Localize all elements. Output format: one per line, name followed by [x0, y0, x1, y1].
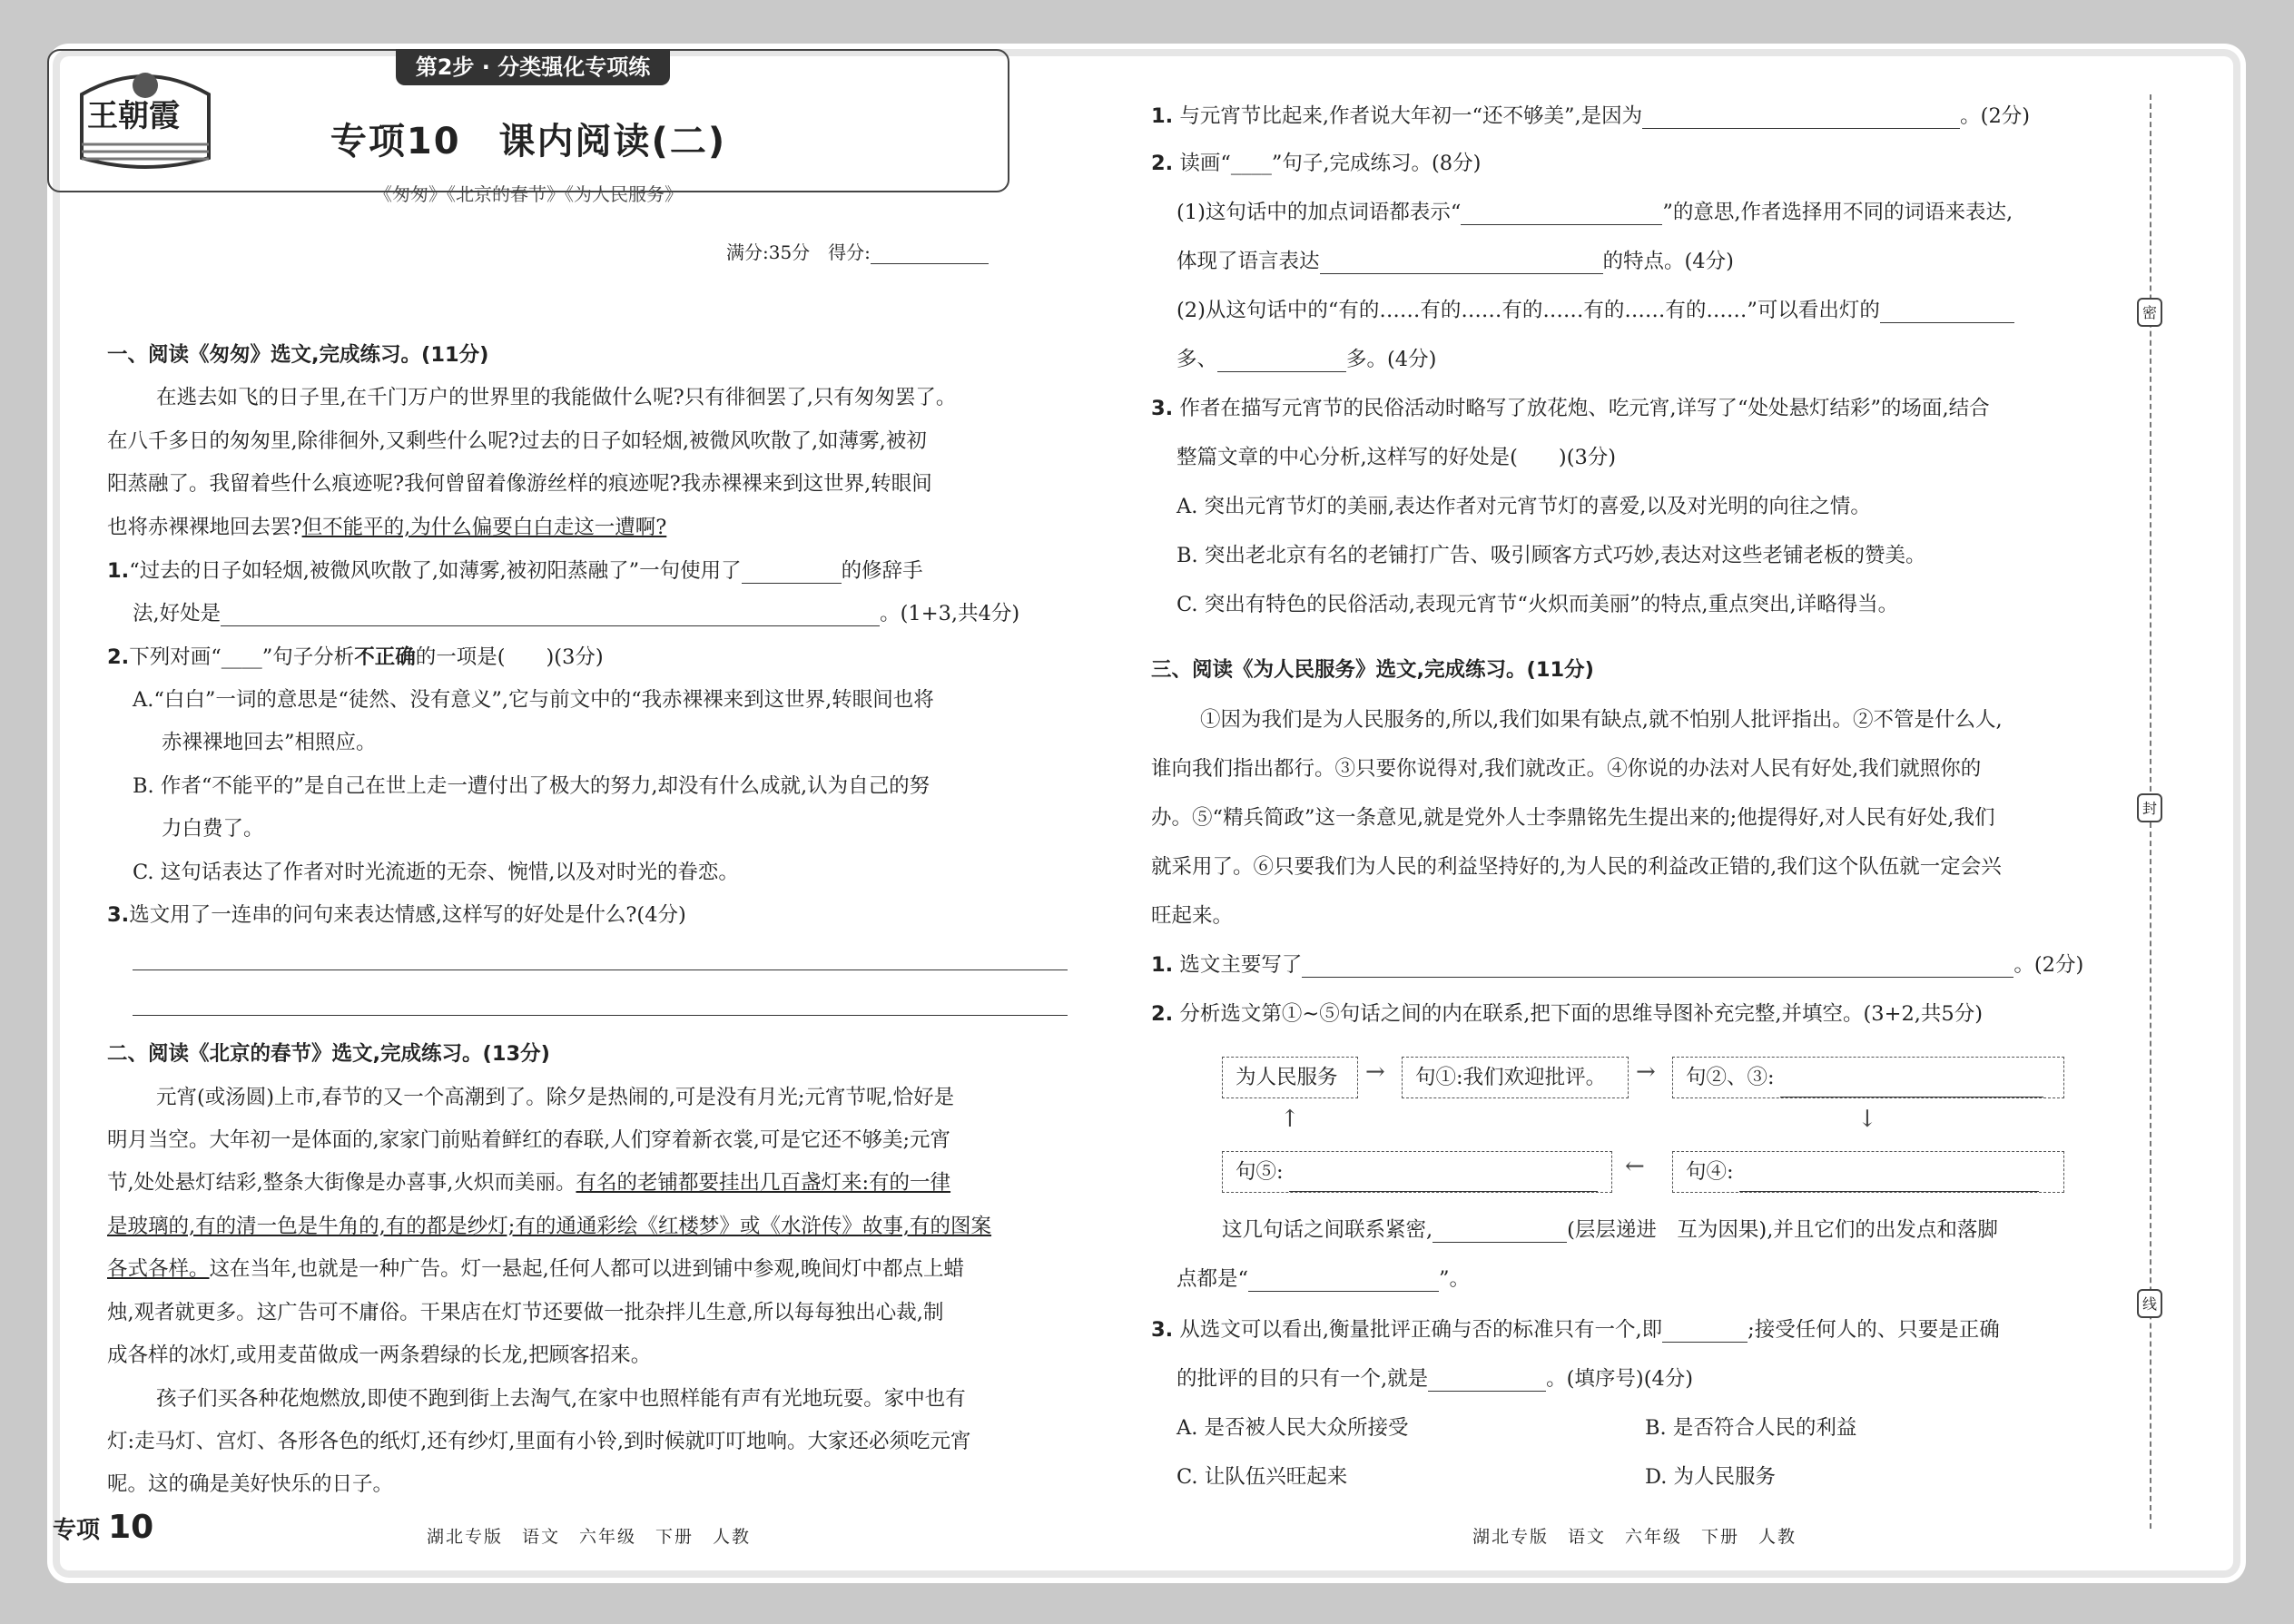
passage-text: 也将赤裸裸地回去罢?	[107, 516, 302, 539]
question-number: 2.	[1151, 152, 1174, 175]
question-text: 多。(4分)	[1346, 348, 1437, 371]
question-number: 1.	[1151, 104, 1174, 128]
question-text: 这几句话之间联系紧密,	[1222, 1218, 1433, 1242]
seal-mark: 封	[2137, 793, 2162, 822]
question-text: 选文用了一连串的问句来表达情感,这样写的好处是什么?(4分)	[129, 903, 686, 927]
passage-1-line	[107, 516, 666, 540]
right-footer: 湖北专版 语文 六年级 下册 人教	[1472, 1527, 1797, 1547]
option-b[interactable]: B. 突出老北京有名的老铺打广告、吸引顾客方式巧妙,表达对这些老铺老板的赞美。	[1177, 544, 1926, 567]
passage-2-line: 呢。这的确是美好快乐的日子。	[107, 1472, 394, 1496]
s3-fill-line	[1222, 1218, 1998, 1243]
s3-question-1	[1151, 953, 2083, 978]
question-text: 选文主要写了	[1179, 953, 1303, 977]
question-text: 。(填序号)(4分)	[1546, 1367, 1694, 1391]
answer-blank[interactable]	[1780, 1075, 2043, 1097]
score-blank[interactable]	[871, 244, 989, 264]
left-footer: 湖北专版 语文 六年级 下册 人教	[427, 1527, 752, 1547]
option-b-cont: 力白费了。	[162, 817, 264, 841]
passage-1-line: 在八千多日的匆匆里,除徘徊外,又剩些什么呢?过去的日子如轻烟,被微风吹散了,如薄雾,被初	[107, 429, 927, 453]
page-title: 专项10 课内阅读(二)	[330, 121, 727, 162]
r-question-3-cont: 整篇文章的中心分析,这样写的好处是( )(3分)	[1177, 446, 1617, 469]
option-a[interactable]: A. 突出元宵节灯的美丽,表达作者对元宵节灯的喜爱,以及对光明的向往之情。	[1177, 495, 1871, 518]
question-text: 下列对画“____”句子分析	[129, 645, 355, 669]
answer-blank[interactable]	[1662, 1320, 1748, 1343]
answer-blank[interactable]	[1433, 1220, 1567, 1243]
question-text: 与元宵节比起来,作者说大年初一“还不够美”,是因为	[1179, 104, 1643, 128]
option-d[interactable]: D. 为人民服务	[1645, 1465, 1777, 1489]
section-1-title: 一、阅读《匆匆》选文,完成练习。(11分)	[107, 343, 489, 367]
option-a-cont: 赤裸裸地回去”相照应。	[162, 731, 377, 754]
question-text: ”。	[1439, 1267, 1471, 1291]
logo-text: 王朝霞	[87, 98, 180, 134]
r-question-2-1	[1177, 201, 2013, 225]
r-question-2-2-cont	[1177, 348, 1436, 372]
answer-line[interactable]	[133, 1015, 1068, 1016]
answer-blank[interactable]	[1302, 955, 2013, 978]
arrow-down-icon: ↓	[1857, 1106, 1877, 1133]
question-1-cont	[133, 602, 1019, 626]
page-label-text: 专项	[53, 1517, 101, 1544]
passage-2-line: 孩子们买各种花炮燃放,即使不跑到街上去淘气,在家中也照样能有声有光地玩耍。家中也有	[156, 1387, 966, 1411]
passage-2-line	[107, 1257, 964, 1282]
r-question-2-2	[1177, 299, 2014, 323]
passage-2-line: 明月当空。大年初一是体面的,家家门前贴着鲜红的春联,人们穿着新衣裳,可是它还不够美;元宵	[107, 1128, 951, 1152]
question-number: 3.	[107, 903, 130, 927]
option-a[interactable]: A.“白白”一词的意思是“徒然、没有意义”,它与前文中的“我赤裸裸来到这世界,转眼间也将	[133, 688, 934, 712]
passage-2-line: 元宵(或汤圆)上市,春节的又一个高潮到了。除夕是热闹的,可是没有月光;元宵节呢,恰好是	[156, 1086, 955, 1109]
question-text: 。(2分)	[1960, 104, 2031, 128]
passage-2-line	[107, 1171, 950, 1196]
option-c[interactable]: C. 突出有特色的民俗活动,表现元宵节“火炽而美丽”的特点,重点突出,详略得当。	[1177, 593, 1899, 616]
r-question-3	[1151, 397, 1990, 421]
passage-1-line: 在逃去如飞的日子里,在千门万户的世界里的我能做什么呢?只有徘徊罢了,只有匆匆罢了。	[156, 386, 957, 409]
score-field	[726, 238, 989, 264]
mindmap-label: 句④:	[1686, 1160, 1734, 1184]
seal-mark: 密	[2137, 298, 2162, 327]
mindmap-box-4[interactable]	[1672, 1151, 2064, 1193]
s3-question-2	[1151, 1002, 1983, 1027]
arrow-right-icon: →	[1636, 1058, 1656, 1086]
question-text: 的修辞手	[841, 559, 923, 583]
question-text: (2)从这句话中的“有的……有的……有的……有的……有的……”可以看出灯的	[1177, 299, 1880, 322]
question-text: 从选文可以看出,衡量批评正确与否的标准只有一个,即	[1179, 1318, 1663, 1342]
answer-blank[interactable]	[1739, 1169, 2039, 1192]
question-text: ;接受任何人的、只要是正确	[1748, 1318, 2000, 1342]
passage-1-line: 阳蒸融了。我留着些什么痕迹呢?我何曾留着像游丝样的痕迹呢?我赤裸裸来到这世界,转眼间	[107, 472, 932, 496]
answer-blank[interactable]	[1461, 202, 1662, 225]
answer-blank[interactable]	[1428, 1369, 1546, 1392]
question-text: 点都是“	[1177, 1267, 1249, 1291]
mindmap-box-root: 为人民服务	[1222, 1057, 1358, 1098]
option-b[interactable]: B. 是否符合人民的利益	[1645, 1416, 1857, 1440]
passage-text: 节,处处悬灯结彩,整条大街像是办喜事,火炽而美丽。	[107, 1171, 576, 1195]
answer-line[interactable]	[133, 969, 1068, 970]
page-subtitle: 《匆匆》《北京的春节》《为人民服务》	[374, 183, 683, 205]
question-text: (1)这句话中的加点词语都表示“	[1177, 201, 1462, 224]
question-text: 多、	[1177, 348, 1218, 371]
emphasis-text: 不正确	[354, 645, 416, 669]
question-number: 2.	[1151, 1002, 1174, 1026]
step-tag: 第2步 · 分类强化专项练	[396, 49, 670, 85]
s3-question-3	[1151, 1318, 2000, 1343]
question-text: 的特点。(4分)	[1602, 250, 1734, 273]
answer-blank[interactable]	[1248, 1269, 1439, 1292]
question-number: 3.	[1151, 397, 1174, 420]
question-2	[107, 645, 604, 670]
r-question-1	[1151, 104, 2030, 129]
r-question-2	[1151, 152, 1481, 176]
answer-blank[interactable]	[1217, 349, 1346, 372]
question-number: 1.	[1151, 953, 1174, 977]
question-text: 分析选文第①~⑤句话之间的内在联系,把下面的思维导图补充完整,并填空。(3+2,共5分)	[1179, 1002, 1984, 1026]
r-question-2-1-cont	[1177, 250, 1734, 274]
question-text: 的批评的目的只有一个,就是	[1177, 1367, 1429, 1391]
option-c[interactable]: C. 让队伍兴旺起来	[1177, 1465, 1348, 1489]
question-text: ”的意思,作者选择用不同的词语来表达,	[1662, 201, 2013, 224]
mindmap-box-5[interactable]	[1222, 1151, 1612, 1193]
section-2-title: 二、阅读《北京的春节》选文,完成练习。(13分)	[107, 1042, 550, 1066]
s3-question-3-cont	[1177, 1367, 1693, 1392]
passage-3-line: 谁向我们指出都行。③只要你说得对,我们就改正。④你说的办法对人民有好处,我们就照你的	[1151, 757, 1982, 781]
passage-3-line: ①因为我们是为人民服务的,所以,我们如果有缺点,就不怕别人批评指出。②不管是什么人,	[1200, 708, 2003, 732]
arrow-right-icon: →	[1365, 1058, 1385, 1086]
question-text: 体现了语言表达	[1177, 250, 1320, 273]
question-text: 。(2分)	[2013, 953, 2084, 977]
seal-mark: 线	[2137, 1289, 2162, 1318]
underlined-sentence: 是玻璃的,有的清一色是牛角的,有的都是纱灯;有的通通彩绘《红楼梦》或《水浒传》故事,有的图案	[107, 1215, 992, 1238]
passage-2-line: 灯:走马灯、宫灯、各形各色的纸灯,还有纱灯,里面有小铃,到时候就叮叮地响。大家还必须吃元宵	[107, 1430, 971, 1453]
passage-text: 这在当年,也就是一种广告。灯一悬起,任何人都可以进到铺中参观,晚间灯中都点上蜡	[209, 1257, 964, 1281]
answer-blank[interactable]	[1880, 300, 2014, 323]
mindmap-box-2[interactable]	[1672, 1057, 2064, 1098]
mindmap-label: 句⑤:	[1236, 1160, 1284, 1184]
underlined-sentence: 各式各样。	[107, 1257, 210, 1281]
s3-fill-line-cont	[1177, 1267, 1470, 1292]
question-3	[107, 903, 686, 928]
underlined-sentence: 但不能平的,为什么偏要白白走这一遭啊?	[301, 516, 667, 539]
answer-blank[interactable]	[1320, 251, 1603, 274]
section-3-title: 三、阅读《为人民服务》选文,完成练习。(11分)	[1151, 658, 1594, 682]
question-text: “过去的日子如轻烟,被微风吹散了,如薄雾,被初阳蒸融了”一句使用了	[129, 559, 742, 583]
question-number: 1.	[107, 559, 130, 583]
answer-blank[interactable]	[1289, 1169, 1598, 1192]
underlined-sentence: 有名的老铺都要挂出几百盏灯来:有的一律	[576, 1171, 951, 1195]
question-text: 作者在描写元宵节的民俗活动时略写了放花炮、吃元宵,详写了“处处悬灯结彩”的场面,结合	[1179, 397, 1990, 420]
passage-3-line: 旺起来。	[1151, 904, 1234, 928]
passage-2-line: 成各样的冰灯,或用麦苗做成一两条碧绿的长龙,把顾客招来。	[107, 1343, 652, 1367]
arrow-up-icon: ↑	[1280, 1106, 1300, 1133]
question-text: 读画“____”句子,完成练习。(8分)	[1179, 152, 1482, 175]
option-b[interactable]: B. 作者“不能平的”是自己在世上走一遭付出了极大的努力,却没有什么成就,认为自己的努	[133, 774, 930, 798]
answer-blank[interactable]	[1642, 106, 1960, 129]
arrow-left-icon: ←	[1625, 1153, 1645, 1180]
page-number: 10	[108, 1509, 154, 1546]
question-text: 的一项是( )(3分)	[415, 645, 604, 669]
passage-3-line: 就采用了。⑥只要我们为人民的利益坚持好的,为人民的利益改正错的,我们这个队伍就一定会兴	[1151, 855, 2002, 879]
question-text: (层层递进 互为因果),并且它们的出发点和落脚	[1567, 1218, 1998, 1242]
passage-3-line: 办。⑤“精兵简政”这一条意见,就是党外人士李鼎铭先生提出来的;他提得好,对人民有好处,我们	[1151, 806, 1995, 830]
answer-blank[interactable]	[742, 561, 842, 584]
question-1	[107, 559, 923, 584]
question-text: 。(1+3,共4分)	[880, 602, 1020, 625]
answer-blank[interactable]	[221, 604, 880, 626]
question-number: 2.	[107, 645, 130, 669]
question-number: 3.	[1151, 1318, 1174, 1342]
mindmap-label: 句②、③:	[1686, 1066, 1775, 1089]
option-a[interactable]: A. 是否被人民大众所接受	[1177, 1416, 1409, 1440]
score-label: 满分:35分 得分:	[726, 241, 871, 263]
passage-2-line: 烛,观者就更多。这广告可不庸俗。干果店在灯节还要做一批杂拌儿生意,所以每每独出心裁,制	[107, 1301, 944, 1324]
page-label	[53, 1509, 153, 1546]
mindmap-box-1: 句①:我们欢迎批评。	[1402, 1057, 1629, 1098]
option-c[interactable]: C. 这句话表达了作者对时光流逝的无奈、惋惜,以及对时光的眷恋。	[133, 861, 739, 884]
question-text: 法,好处是	[133, 602, 222, 625]
